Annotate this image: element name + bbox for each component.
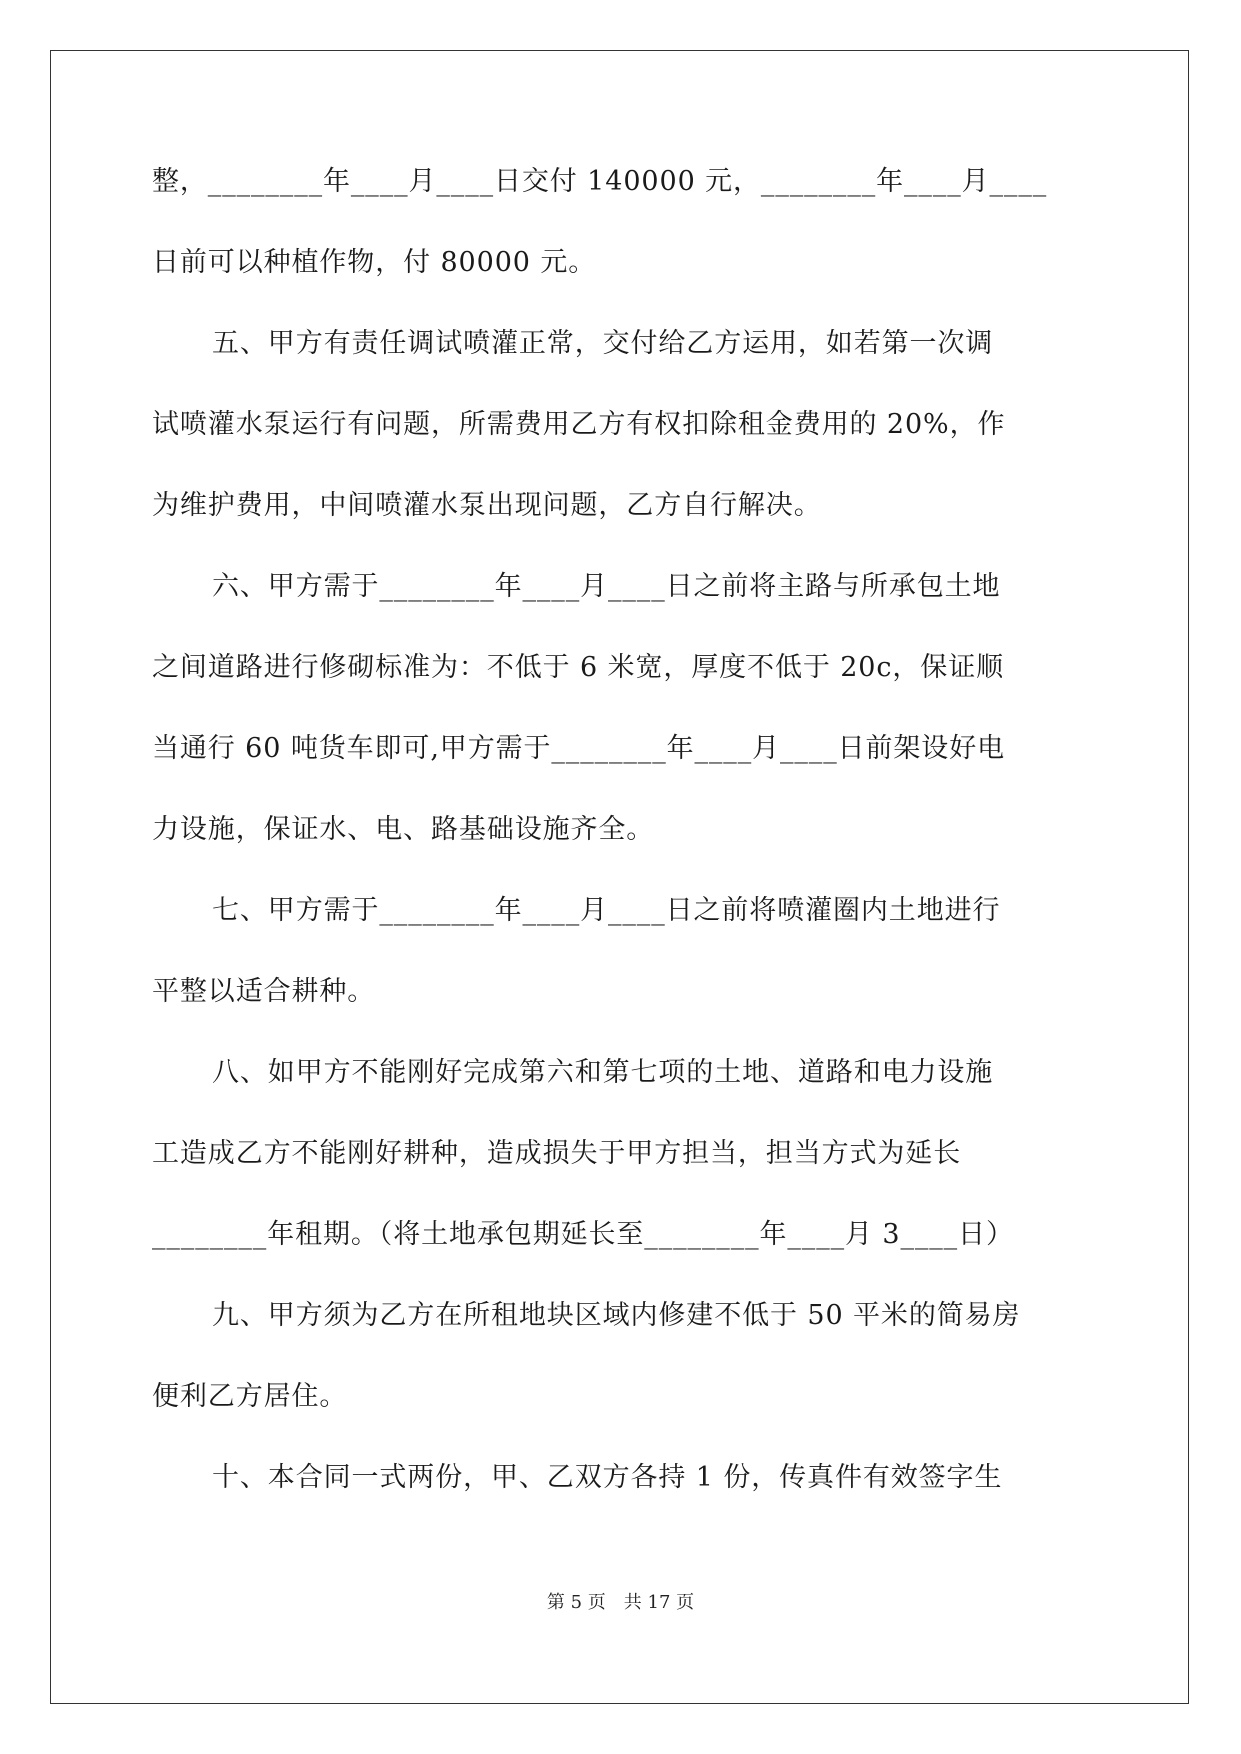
text-line: 当通行 60 吨货车即可,甲方需于________年____月____日前架设好电 bbox=[152, 733, 1006, 764]
clause-7-line: 七、甲方需于________年____月____日之前将喷灌圈内土地进行 bbox=[212, 895, 1001, 926]
text-line: 整，________年____月____日交付 140000 元，________年____月____ bbox=[152, 166, 1048, 197]
text-line: 便利乙方居住。 bbox=[152, 1381, 348, 1412]
page-number: 第 5 页 bbox=[546, 1592, 606, 1613]
clause-6-line: 六、甲方需于________年____月____日之前将主路与所承包土地 bbox=[212, 571, 1001, 602]
text-line: 为维护费用，中间喷灌水泵出现问题，乙方自行解决。 bbox=[152, 490, 822, 521]
clause-9-line: 九、甲方须为乙方在所租地块区域内修建不低于 50 平米的简易房 bbox=[212, 1300, 1021, 1331]
clause-5-line: 五、甲方有责任调试喷灌正常，交付给乙方运用，如若第一次调 bbox=[212, 328, 994, 359]
text-line: 日前可以种植作物，付 80000 元。 bbox=[152, 247, 597, 278]
page-footer bbox=[0, 1588, 1241, 1614]
text-line: 试喷灌水泵运行有问题，所需费用乙方有权扣除租金费用的 20%，作 bbox=[152, 409, 1006, 440]
text-line: 平整以适合耕种。 bbox=[152, 976, 376, 1007]
text-line: 力设施，保证水、电、路基础设施齐全。 bbox=[152, 814, 655, 845]
clause-10-line: 十、本合同一式两份，甲、乙双方各持 1 份，传真件有效签字生 bbox=[212, 1462, 1003, 1493]
clause-8-line: 八、如甲方不能刚好完成第六和第七项的土地、道路和电力设施 bbox=[212, 1057, 994, 1088]
text-line: 工造成乙方不能刚好耕种，造成损失于甲方担当，担当方式为延长 bbox=[152, 1138, 962, 1169]
page-total: 共 17 页 bbox=[623, 1592, 695, 1613]
document-body bbox=[152, 162, 1092, 1539]
text-line: ________年租期。（将土地承包期延长至________年____月 3____日） bbox=[152, 1219, 1014, 1250]
text-line: 之间道路进行修砌标准为：不低于 6 米宽，厚度不低于 20c，保证顺 bbox=[152, 652, 1005, 683]
